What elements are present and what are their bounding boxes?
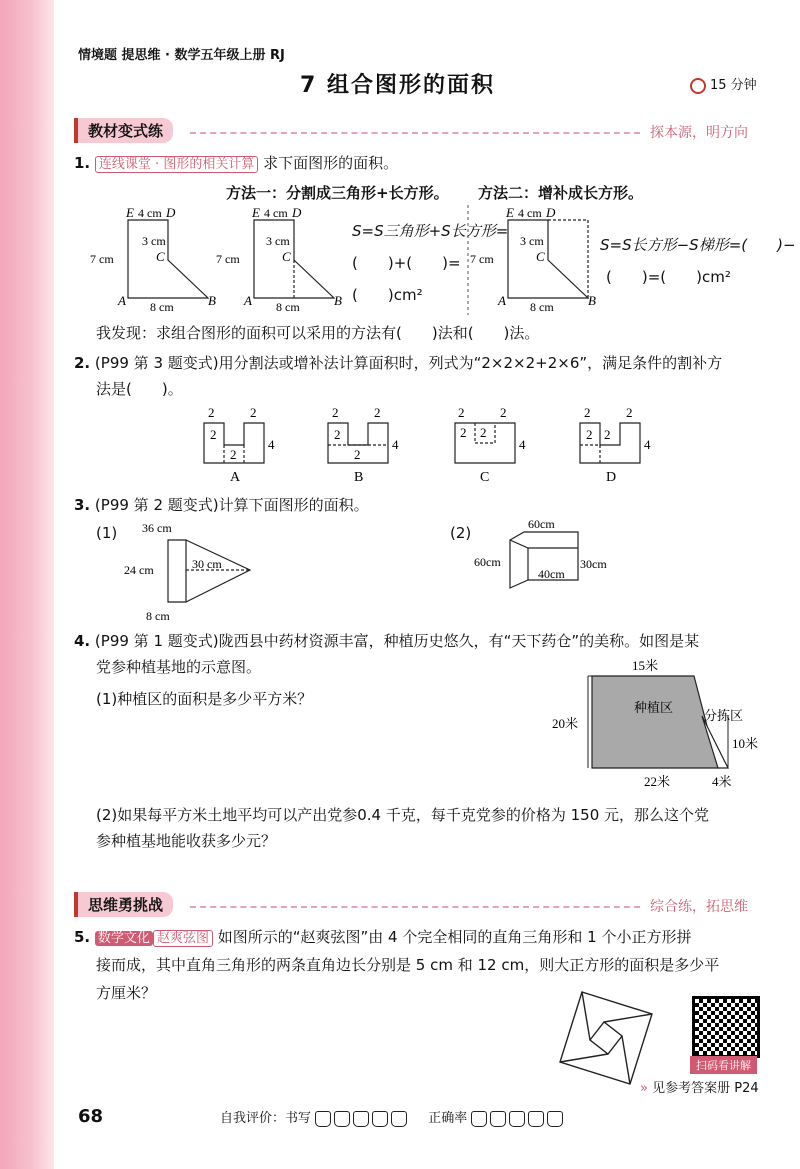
- q5-tag1: 数学文化: [95, 931, 153, 946]
- svg-text:2: 2: [586, 427, 593, 442]
- thumb-icon[interactable]: [372, 1111, 388, 1127]
- svg-text:24 cm: 24 cm: [124, 563, 154, 577]
- svg-text:36 cm: 36 cm: [142, 521, 172, 535]
- figure-1: [128, 220, 208, 298]
- label-E: E: [126, 205, 134, 220]
- svg-text:E: E: [252, 205, 260, 220]
- svg-text:A: A: [498, 293, 506, 308]
- svg-text:2: 2: [604, 427, 611, 442]
- q5-text1: 如图所示的“赵爽弦图”由 4 个完全相同的直角三角形和 1 个小正方形拼: [217, 928, 692, 946]
- q1-number: 1.: [74, 154, 91, 172]
- svg-text:7 cm: 7 cm: [216, 252, 240, 266]
- svg-text:4: 4: [392, 437, 399, 452]
- svg-text:B: B: [588, 293, 596, 308]
- page-number: 68: [78, 1106, 104, 1127]
- self-eval-label: 自我评价：书写: [220, 1111, 312, 1126]
- option-B: B: [354, 470, 364, 485]
- timer: [690, 74, 757, 94]
- svg-text:20米: 20米: [552, 716, 579, 731]
- label-side: 7 cm: [90, 252, 114, 266]
- svg-text:40cm: 40cm: [538, 567, 565, 581]
- q1-tag: 连线课堂 · 图形的相关计算: [95, 156, 258, 173]
- svg-text:2: 2: [250, 405, 257, 420]
- q4-text: (P99 第 1 题变式)陇西县中药材资源丰富，种植历史悠久，有“天下药仓”的美称。如图是某: [94, 632, 700, 650]
- svg-text:C: C: [536, 249, 545, 264]
- svg-text:4: 4: [519, 437, 526, 452]
- answer-ref-text: 见参考答案册 P24: [652, 1081, 759, 1096]
- q4-sub2-line1: (2)如果每平方米土地平均可以产出党参0.4 千克，每千克党参的价格为 150 元，那么这个党: [96, 806, 710, 824]
- method2: 方法二：增补成长方形。: [478, 184, 644, 202]
- svg-text:60cm: 60cm: [528, 518, 555, 531]
- method1: 方法一：分割成三角形+长方形。: [226, 184, 449, 202]
- svg-text:2: 2: [460, 425, 467, 440]
- q1-text: 求下面图形的面积。: [263, 154, 399, 172]
- zone-sorting: 分拣区: [704, 708, 744, 723]
- section-subtitle-1: 探本源，明方向: [650, 125, 748, 141]
- answer-ref: » 见参考答案册 P24: [640, 1081, 759, 1096]
- q5-line1: [74, 926, 691, 950]
- svg-text:8 cm: 8 cm: [276, 300, 300, 314]
- svg-text:3 cm: 3 cm: [266, 234, 290, 248]
- figure-3: [508, 220, 588, 298]
- formula2-line1: S=S长方形−S梯形=( )−: [600, 236, 796, 254]
- svg-text:2: 2: [480, 425, 487, 440]
- qr-caption: 扫码看讲解: [690, 1056, 757, 1074]
- q2-figures: [190, 405, 670, 485]
- zone-planting: 种植区: [634, 700, 674, 715]
- q3-figure2: [470, 518, 630, 598]
- label-D: D: [166, 205, 176, 220]
- svg-text:30 cm: 30 cm: [192, 557, 222, 571]
- q3-number: 3.: [74, 496, 91, 514]
- svg-text:B: B: [334, 293, 342, 308]
- thumb-icon[interactable]: [391, 1111, 407, 1127]
- q5-tag2: 赵爽弦图: [153, 930, 213, 947]
- svg-text:2: 2: [210, 427, 217, 442]
- q3-part2: (2): [450, 524, 472, 542]
- q1-discovery: 我发现：求组合图形的面积可以采用的方法有( )法和( )法。: [96, 324, 540, 342]
- q5-number: 5.: [74, 928, 91, 946]
- time-label: 15 分钟: [710, 78, 757, 93]
- svg-text:7 cm: 7 cm: [470, 252, 494, 266]
- q3-line: [74, 494, 369, 516]
- svg-text:2: 2: [334, 427, 341, 442]
- thumb-icon[interactable]: [547, 1111, 563, 1127]
- option-D: D: [606, 470, 617, 485]
- q5-line3: 方厘米？: [96, 984, 157, 1002]
- thumb-icon[interactable]: [471, 1111, 487, 1127]
- label-inner: 3 cm: [142, 234, 166, 248]
- svg-text:4 cm: 4 cm: [518, 206, 542, 220]
- qr-code[interactable]: [692, 996, 760, 1058]
- zhaoshuang-diagram: [552, 980, 672, 1090]
- q3-figure1: [120, 518, 280, 628]
- q2-text: (P99 第 3 题变式)用分割法或增补法计算面积时，列式为“2×2×2+2×6”，满足条件的割补方: [94, 354, 723, 372]
- formula1-line3: ( )cm²: [352, 286, 423, 304]
- svg-text:8 cm: 8 cm: [146, 609, 170, 623]
- thumb-icon[interactable]: [528, 1111, 544, 1127]
- svg-text:4: 4: [644, 437, 651, 452]
- svg-text:2: 2: [374, 405, 381, 420]
- svg-text:D: D: [292, 205, 302, 220]
- label-bottom: 8 cm: [150, 300, 174, 314]
- q1-line: [74, 152, 398, 176]
- svg-text:4 cm: 4 cm: [264, 206, 288, 220]
- formula2-line2: ( )=( )cm²: [606, 268, 731, 286]
- chapter-title: 7 组合图形的面积: [300, 73, 495, 98]
- thumb-icon[interactable]: [315, 1111, 331, 1127]
- thumb-icon[interactable]: [509, 1111, 525, 1127]
- svg-text:E: E: [506, 205, 514, 220]
- option-C: C: [480, 470, 490, 485]
- svg-text:4米: 4米: [712, 774, 732, 789]
- svg-text:D: D: [546, 205, 556, 220]
- book-title: 情境题 提思维 · 数学五年级上册 RJ: [78, 48, 285, 63]
- svg-text:4: 4: [268, 437, 275, 452]
- label-top: 4 cm: [138, 206, 162, 220]
- svg-text:2: 2: [230, 447, 237, 462]
- svg-text:2: 2: [626, 405, 633, 420]
- q4-line1: [74, 630, 699, 652]
- section-header-1: 教材变式练: [74, 118, 173, 143]
- section-header-2: 思维勇挑战: [74, 892, 173, 917]
- option-A: A: [230, 470, 241, 485]
- svg-text:22米: 22米: [644, 774, 671, 789]
- svg-text:2: 2: [208, 405, 215, 420]
- svg-text:2: 2: [584, 405, 591, 420]
- svg-text:2: 2: [332, 405, 339, 420]
- svg-text:C: C: [282, 249, 291, 264]
- q3-text: (P99 第 2 题变式)计算下面图形的面积。: [94, 496, 369, 514]
- formula1-line2: ( )+( )=: [352, 254, 461, 272]
- thumb-icon[interactable]: [353, 1111, 369, 1127]
- q4-sub1: (1)种植区的面积是多少平方米？: [96, 690, 313, 708]
- q4-number: 4.: [74, 632, 91, 650]
- svg-text:8 cm: 8 cm: [530, 300, 554, 314]
- svg-text:10米: 10米: [732, 736, 759, 751]
- svg-text:2: 2: [500, 405, 507, 420]
- label-A: A: [118, 293, 126, 308]
- q4-sub2-line2: 参种植基地能收获多少元？: [96, 832, 277, 850]
- q2-line2: 法是( )。: [96, 380, 183, 398]
- thumb-icon[interactable]: [490, 1111, 506, 1127]
- self-eval: [220, 1108, 566, 1130]
- svg-text:3 cm: 3 cm: [520, 234, 544, 248]
- svg-text:30cm: 30cm: [580, 557, 607, 571]
- section-subtitle-2: 综合练，拓思维: [650, 899, 748, 915]
- q2-number: 2.: [74, 354, 91, 372]
- svg-text:15米: 15米: [632, 658, 659, 673]
- svg-text:2: 2: [354, 447, 361, 462]
- section-divider: [190, 132, 640, 134]
- formula1-line1: S=S三角形+S长方形=: [352, 222, 509, 240]
- label-B: B: [208, 293, 216, 308]
- q3-part1: (1): [96, 524, 118, 542]
- svg-text:2: 2: [458, 405, 465, 420]
- q2-line1: [74, 352, 722, 374]
- thumb-icon[interactable]: [334, 1111, 350, 1127]
- section-divider: [190, 906, 640, 908]
- q4-line2: 党参种植基地的示意图。: [96, 658, 262, 676]
- q4-figure: [548, 656, 778, 796]
- accuracy-label: 正确率: [428, 1111, 468, 1126]
- q5-line2: 接而成，其中直角三角形的两条直角边长分别是 5 cm 和 12 cm，则大正方形的面积是多少平: [96, 956, 720, 974]
- label-C: C: [156, 249, 165, 264]
- svg-text:A: A: [244, 293, 252, 308]
- page-edge: [0, 0, 54, 1169]
- figure-2: [254, 220, 334, 298]
- clock-icon: [690, 78, 706, 94]
- svg-text:60cm: 60cm: [474, 555, 501, 569]
